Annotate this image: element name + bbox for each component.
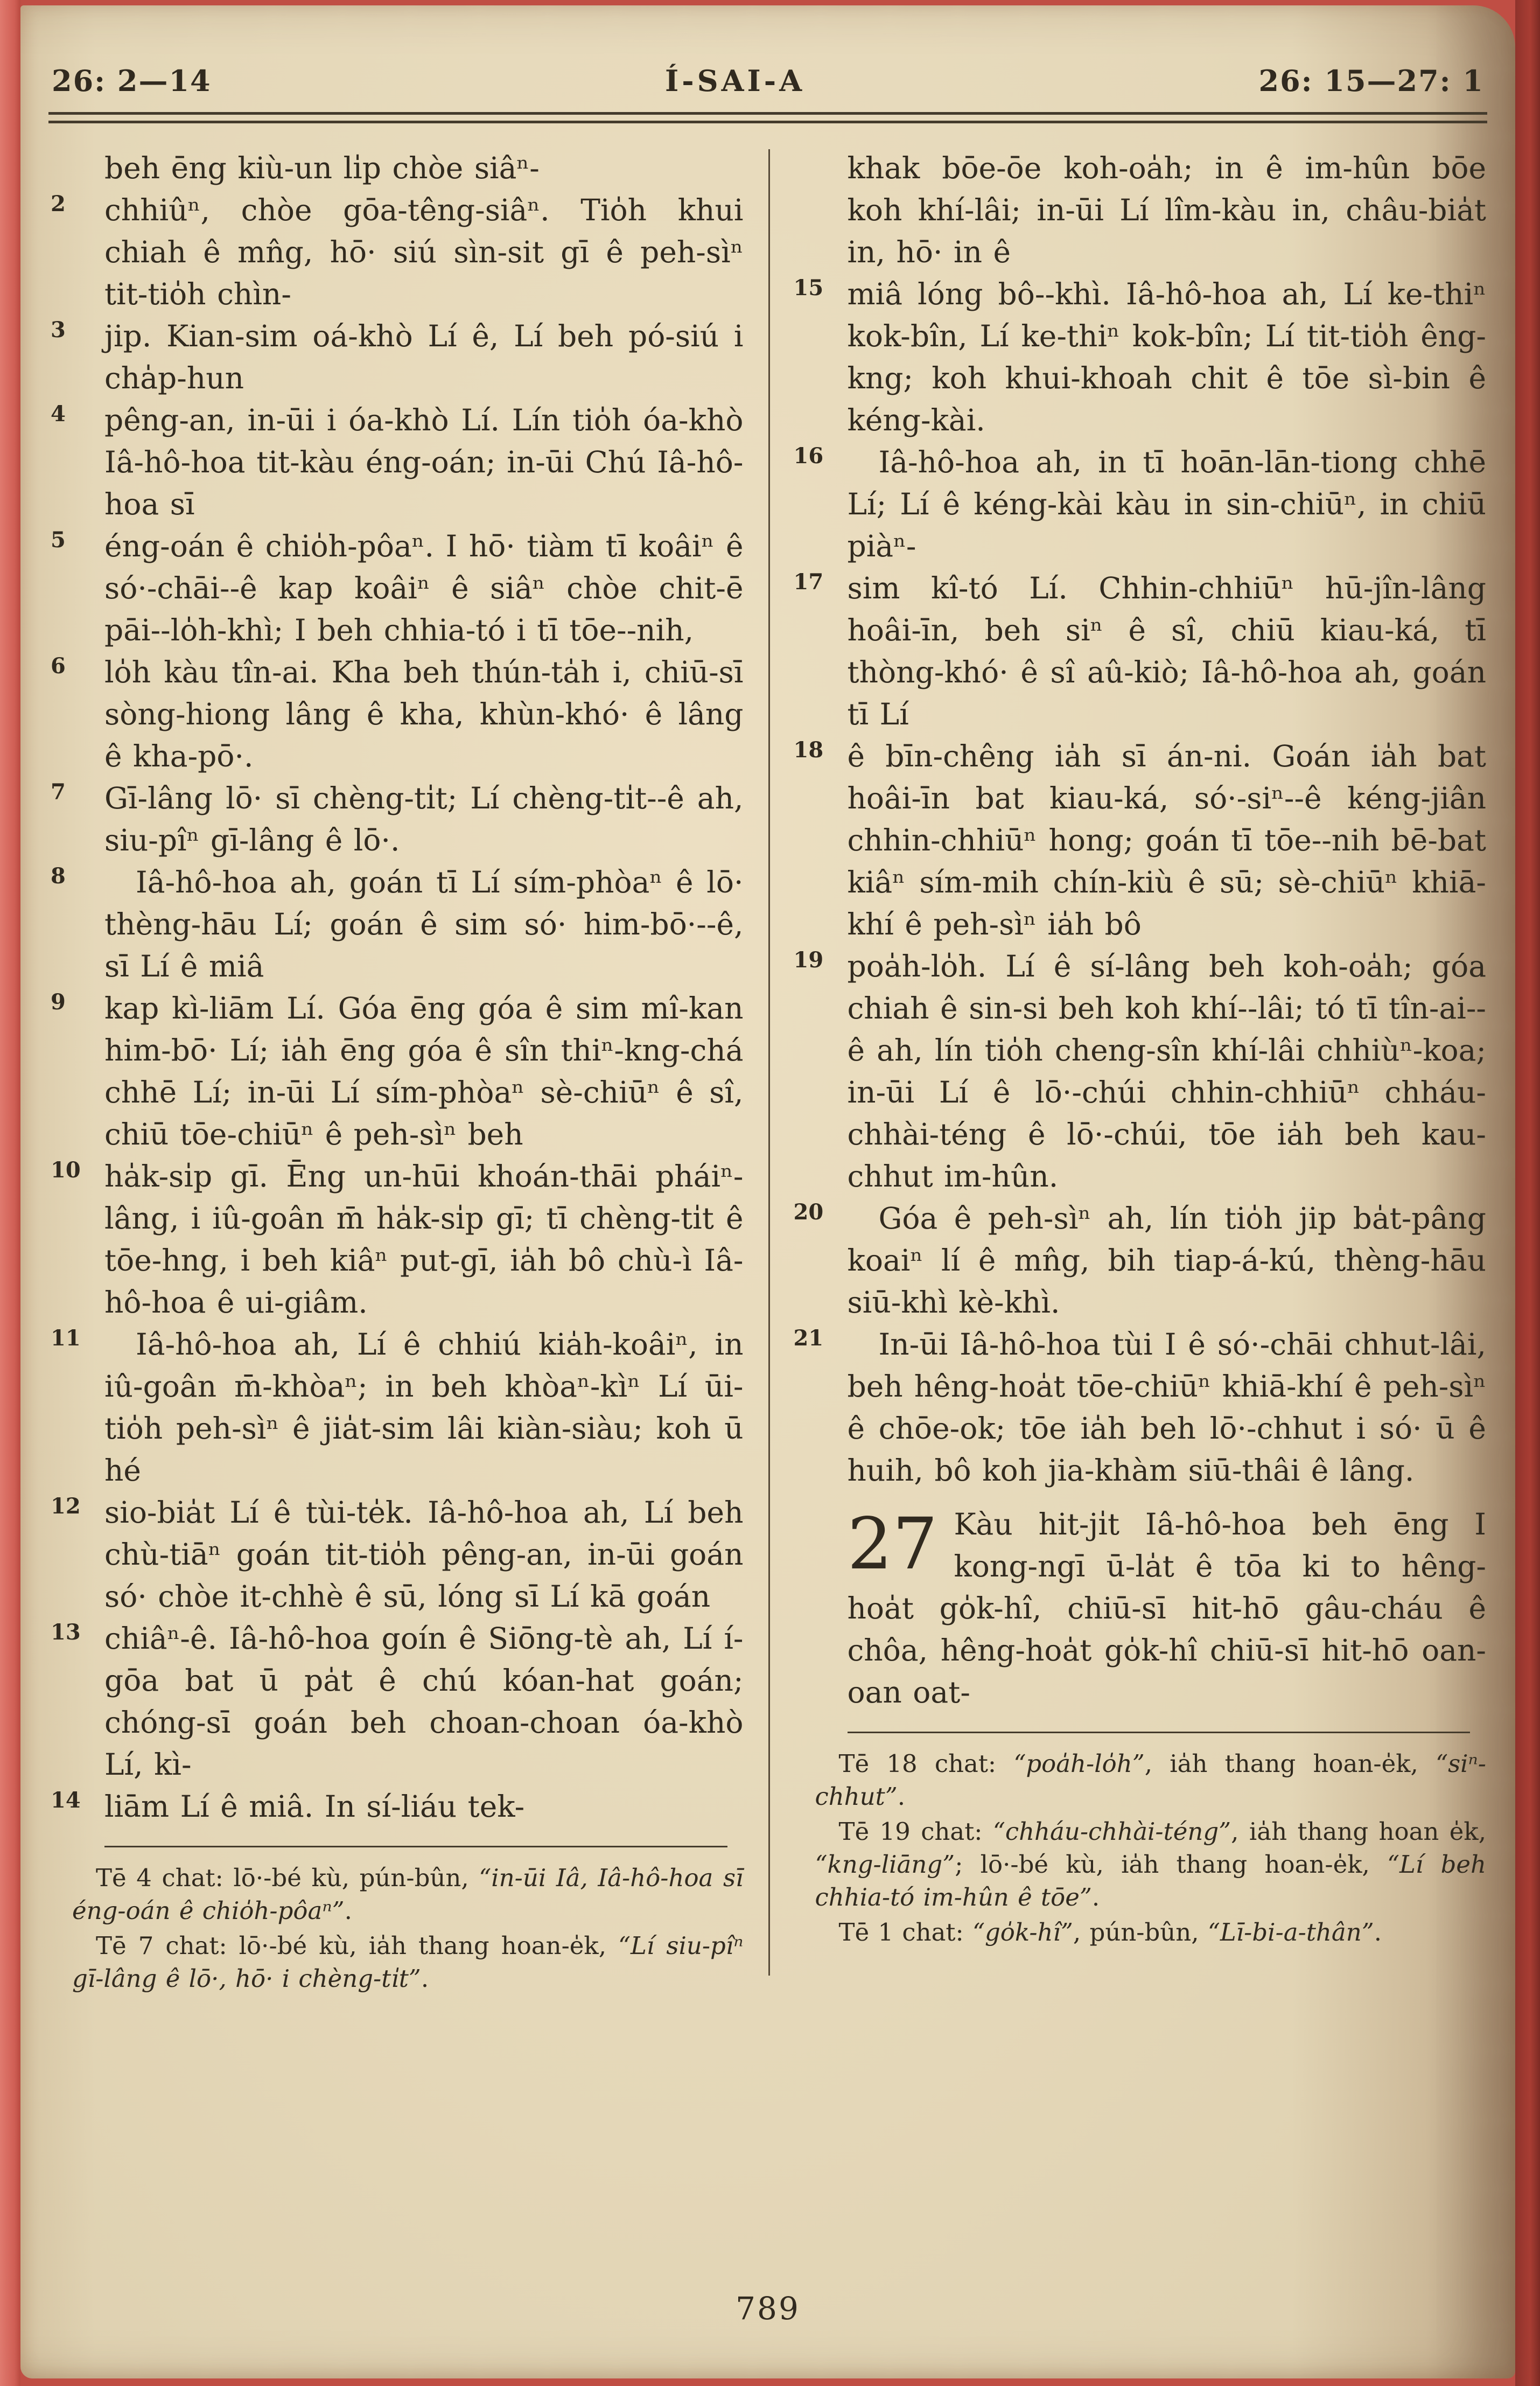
verse-text: ê bīn-chêng ia̍h sī án-ni. Goán ia̍h bat hoâi-īn bat kiau-ká, só·-siⁿ--ê kéng-jiân chhin-chhiūⁿ hong; goán tī tōe--nih bē-bat kiâⁿ sím-mih chín-kiù ê sū; sè-chiūⁿ khiā-khí ê peh-sìⁿ ia̍h bô [847,739,1486,941]
footnote-text: Tē 19 chat: [838,1817,993,1846]
verse-segment [793,735,1487,945]
verse-number: 9 [51,989,66,1015]
footnote [72,1929,744,1995]
verse-text: Kàu hit-ji̍t Iâ-hô-hoa beh ēng I kong-ngī ū-la̍t ê tōa ki to hêng-hoa̍t go̍k-hî, chiū-sī hit-hō gâu-cháu ê chôa, hêng-hoa̍t go̍k-hî chiū-sī hit-hō oan-oan oat- [847,1507,1486,1710]
verse-text: éng-oán ê chio̍h-pôaⁿ. I hō· tiàm tī koâiⁿ ê só·-chāi--ê kap koâiⁿ ê siâⁿ chòe chit-ē pāi--lo̍h-khì; I beh chhia-tó i tī tōe--nih, [104,529,744,647]
footnote [815,1815,1487,1914]
verse-number: 8 [51,863,66,889]
verse-segment [793,567,1487,735]
footnote-quoted-phrase: “Lí beh chhia-tó im-hûn ê tōe” [815,1850,1486,1911]
verse-text: chhiûⁿ, chòe gōa-têng-siâⁿ. Tio̍h khui chiah ê mn̂g, hō· siú sìn-sit gī ê peh-sìⁿ tit-tio̍h chìn- [104,193,744,311]
footnote-text: , pún-bûn, [1073,1918,1208,1947]
running-head-book-title: Í-SAI-A [664,64,806,98]
verse-text: sim kî-tó Lí. Chhin-chhiūⁿ hū-jîn-lâng hoâi-īn, beh siⁿ ê sî, chiū kiau-ká, tī thòng-khó· ê sî aû-kiò; Iâ-hô-hoa ah, goán tī Lí [847,571,1486,731]
verse-text: Iâ-hô-hoa ah, goán tī Lí sím-phòaⁿ ê lō· thèng-hāu Lí; goán ê sim só· him-bō·--ê, sī Lí ê miâ [104,865,744,983]
verse-text: chiâⁿ-ê. Iâ-hô-hoa goín ê Siōng-tè ah, Lí í-gōa bat ū pa̍t ê chú kóan-hat goán; chóng-sī goán beh choan-choan óa-khò Lí, kì- [104,1621,744,1782]
book-cover-edge-right [1515,0,1540,2386]
footnote-text: Tē 4 chat: lō·-bé kù, pún-bûn, [96,1864,479,1892]
verse-segment [51,525,744,651]
verse-segment [51,1617,744,1785]
verse-text: Iâ-hô-hoa ah, in tī hoān-lān-tiong chhē Lí; Lí ê kéng-kài kàu in sin-chiūⁿ, in chiū piàⁿ- [847,445,1486,563]
verse-text: beh ēng kiù-un li̍p chòe siâⁿ- [104,151,540,185]
footnote-text: . [421,1964,429,1993]
footnote-quoted-phrase: “chháu-chhài-téng” [992,1817,1231,1846]
verse-segment [793,945,1487,1197]
verse-segment [51,861,744,987]
right-column [793,147,1487,1997]
verse-number: 21 [793,1325,824,1351]
verse-number: 12 [51,1494,81,1519]
footnote-quoted-phrase: “kng-liāng” [815,1850,955,1879]
verse-segment [51,1323,744,1491]
verse-segment [104,147,744,189]
verse-number: 6 [51,653,66,679]
verse-text: jip. Kian-sim oá-khò Lí ê, Lí beh pó-siú i cha̍p-hun [104,319,744,395]
text-columns [20,123,1515,1997]
running-head-verse-range-left: 26: 2—14 [52,64,212,98]
verse-number: 3 [51,317,66,343]
chapter-number: 27 [847,1503,938,1586]
verse-text: pêng-an, in-ūi i óa-khò Lí. Lín tio̍h óa-khò Iâ-hô-hoa tit-kàu éng-oán; in-ūi Chú Iâ-hô-hoa sī [104,403,744,521]
verse-segment [51,651,744,777]
verse-number: 20 [793,1199,824,1225]
footnote-text: . [1374,1918,1382,1947]
verse-segment [51,1491,744,1617]
verse-text: miâ lóng bô--khì. Iâ-hô-hoa ah, Lí ke-thiⁿ kok-bîn, Lí ke-thiⁿ kok-bîn; Lí tit-tio̍h êng-kng; koh khui-khoah chit ê tōe sì-bin ê kéng-kài. [847,277,1486,437]
verse-text: sio-bia̍t Lí ê tùi-te̍k. Iâ-hô-hoa ah, Lí beh chù-tiāⁿ goán tit-tio̍h pêng-an, in-ūi goán só· chòe it-chhè ê sū, lóng sī Lí kā goán [104,1495,744,1614]
right-footnote-rule [848,1732,1471,1733]
verse-text: liām Lí ê miâ. In sí-liáu tek- [104,1789,525,1824]
verse-segment [793,1323,1487,1491]
running-head-verse-range-right: 26: 15—27: 1 [1258,64,1484,98]
verse-text: In-ūi Iâ-hô-hoa tùi I ê só·-chāi chhut-lâi, beh hêng-hoa̍t tōe-chiūⁿ khiā-khí ê peh-sìⁿ ê chōe-ok; tōe ia̍h beh lō·-chhut i só· ū ê huih, bô koh jia-khàm siū-thâi ê lâng. [847,1327,1486,1488]
verse-segment [51,1785,744,1827]
footnote-text: . [1091,1883,1100,1911]
verse-text: Gī-lâng lō· sī chèng-ti̍t; Lí chèng-ti̍t--ê ah, siu-pîⁿ gī-lâng ê lō·. [104,781,744,857]
verse-number: 11 [51,1325,81,1351]
verse-segment [51,777,744,861]
footnote-text: ; lō·-bé kù, ia̍h thang hoan-e̍k, [955,1850,1388,1879]
verse-text: Iâ-hô-hoa ah, Lí ê chhiú kia̍h-koâiⁿ, in iû-goân m̄-khòaⁿ; in beh khòaⁿ-kìⁿ Lí ūi-tio̍h peh-sìⁿ ê jia̍t-sim lâi kiàn-siàu; koh ū hé [104,1327,744,1488]
verse-number: 13 [51,1620,81,1645]
header-double-rule [48,112,1487,123]
left-column-footnotes [72,1861,744,1995]
verse-text: Góa ê peh-sìⁿ ah, lín tio̍h jip ba̍t-pâng koaiⁿ lí ê mn̂g, bih tiap-á-kú, thèng-hāu siū-khì kè-khì. [847,1201,1486,1320]
book-cover-edge-left [0,0,20,2386]
verse-segment [51,315,744,399]
left-column-verses [51,147,744,1827]
verse-number: 5 [51,527,66,553]
verse-number: 4 [51,401,66,427]
right-column-footnotes [815,1747,1487,1949]
verse-number: 19 [793,947,824,973]
footnote-text: , ia̍h thang hoan e̍k, [1231,1817,1487,1846]
verse-text: poa̍h-lo̍h. Lí ê sí-lâng beh koh-oa̍h; góa chiah ê sin-si beh koh khí--lâi; tó tī tîn-ai--ê ah, lín tio̍h cheng-sîn khí-lâi chhiùⁿ-koa; in-ūi Lí ê lō·-chúi chhin-chhiūⁿ chháu-chhài-téng ê lō·-chúi, tōe ia̍h beh kau-chhut im-hûn. [847,949,1486,1194]
verse-number: 17 [793,569,824,595]
verse-segment [793,1197,1487,1323]
footnote-quoted-phrase: “in-ūi Iâ, Iâ-hô-hoa sī éng-oán ê chio̍h-pôaⁿ” [72,1864,744,1925]
verse-text: khak bōe-ōe koh-oa̍h; in ê im-hûn bōe koh khí-lâi; in-ūi Lí lîm-kàu in, châu-bia̍t in, hō· in ê [847,151,1486,269]
verse-segment [51,189,744,315]
footnote-quoted-phrase: “Lí siu-pîⁿ gī-lâng ê lō·, hō· i chèng-ti̍t” [72,1931,744,1993]
footnote [815,1916,1487,1949]
footnote-text: Tē 18 chat: [838,1749,1014,1778]
verse-segment [51,987,744,1155]
footnote-text: . [344,1896,352,1925]
footnote-quoted-phrase: “Lī-bi-a-thân” [1207,1918,1374,1947]
left-footnote-rule [104,1846,727,1847]
verse-text: ha̍k-si̍p gī. Ēng un-hūi khoán-thāi pháiⁿ-lâng, i iû-goân m̄ ha̍k-si̍p gī; tī chèng-ti̍t ê tōe-hng, i beh kiâⁿ put-gī, ia̍h bô chù-ì Iâ-hô-hoa ê ui-giâm. [104,1159,744,1320]
page-number: 789 [736,2290,800,2327]
footnote-text: , ia̍h thang hoan-e̍k, [1144,1749,1436,1778]
verse-segment [793,273,1487,441]
running-head [20,5,1515,98]
verse-number: 15 [793,275,824,301]
left-column [50,147,744,1997]
verse-number: 18 [793,737,824,763]
chapter-paragraph [848,1503,1487,1713]
verse-segment [51,1155,744,1323]
column-divider-rule [768,149,770,1976]
footnote [72,1861,744,1927]
verse-number: 2 [51,191,66,217]
footnote-text: Tē 7 chat: lō·-bé kù, ia̍h thang hoan-e̍k, [96,1931,619,1960]
verse-number: 16 [793,443,824,469]
verse-segment [793,441,1487,567]
footnote-text: . [897,1782,906,1811]
footnote-quoted-phrase: “siⁿ-chhut” [815,1749,1486,1811]
page-footer [20,2290,1515,2327]
footnote [815,1747,1487,1813]
page [20,5,1515,2378]
verse-segment [51,399,744,525]
right-column-verses [793,147,1487,1713]
verse-text: kap kì-liām Lí. Góa ēng góa ê sim mî-kan him-bō· Lí; ia̍h ēng góa ê sîn thiⁿ-kng-chá chhē Lí; in-ūi Lí sím-phòaⁿ sè-chiūⁿ ê sî, chiū tōe-chiūⁿ ê peh-sìⁿ beh [104,991,744,1152]
verse-number: 7 [51,779,66,805]
footnote-text: Tē 1 chat: [838,1918,972,1947]
verse-number: 14 [51,1788,81,1813]
verse-segment [848,147,1487,273]
footnote-quoted-phrase: “poa̍h-lo̍h” [1013,1749,1145,1778]
verse-number: 10 [51,1157,81,1183]
footnote-quoted-phrase: “go̍k-hî” [972,1918,1073,1947]
verse-text: lo̍h kàu tîn-ai. Kha beh thún-ta̍h i, chiū-sī sòng-hiong lâng ê kha, khùn-khó· ê lâng ê kha-pō·. [104,655,744,773]
